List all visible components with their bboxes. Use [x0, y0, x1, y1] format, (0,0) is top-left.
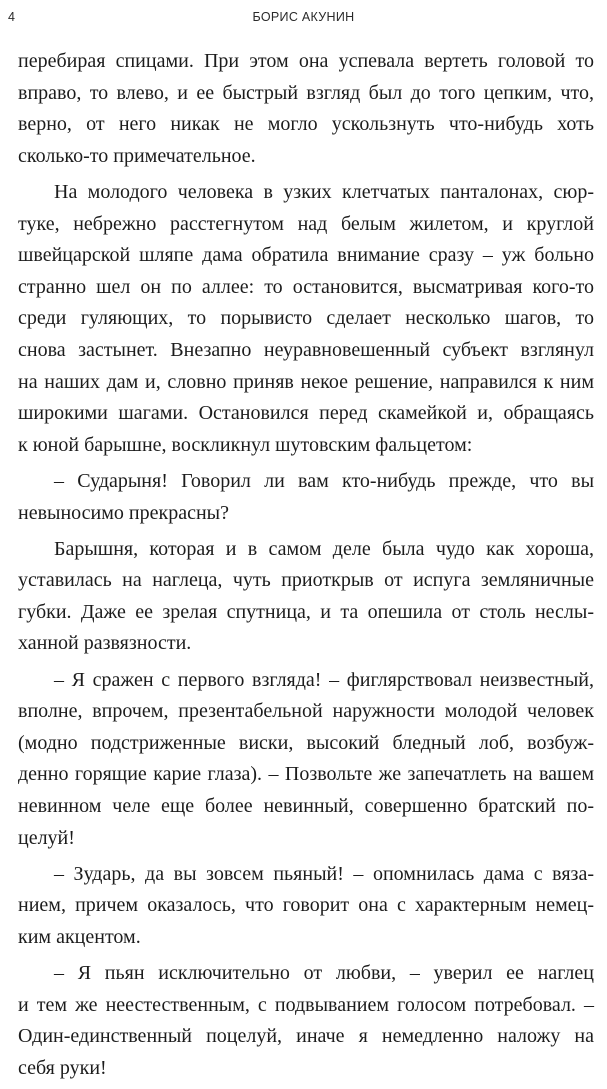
paragraph [18, 534, 594, 660]
paragraph [18, 177, 594, 461]
text-line: уставилась на наглеца, чуть приоткрыв от испуга земляничные [18, 569, 594, 592]
text-line: – Сударыня! Говорил ли вам кто-нибудь прежде, что вы [54, 469, 594, 492]
text-line: целуй! [18, 826, 75, 849]
text-line: перебирая спицами. При этом она успевала вертеть головой то [18, 50, 594, 72]
text-line: себя руки! [18, 1056, 107, 1079]
text-line: швейцарской шляпе дама обратила внимание сразу – уж больно [18, 244, 594, 267]
text-line: ханной развязности. [18, 632, 192, 655]
text-line: невинном челе еще более невинный, совершенно братский по- [18, 795, 594, 818]
text-line: Один-единственный поцелуй, иначе я немедленно наложу на [18, 1025, 594, 1048]
paragraph [18, 665, 594, 855]
text-line: – Я пьян исключительно от любви, – уверил ее наглец [54, 962, 594, 985]
page-number: 4 [8, 10, 16, 24]
running-header [0, 10, 607, 30]
text-line: губки. Даже ее зрелая спутница, и та опешила от столь неслы- [18, 600, 594, 623]
text-line: вполне, впрочем, презентабельной наружности молодой человек [18, 700, 594, 723]
text-line: нием, причем оказалось, что говорит она с характерным немец- [18, 894, 594, 917]
text-line: и тем же неестественным, с подвыванием голосом потребовал. – [18, 993, 594, 1016]
paragraph [18, 859, 594, 954]
text-line: туке, небрежно расстегнутом над белым жилетом, и круглой [18, 212, 594, 235]
paragraph [18, 958, 594, 1084]
text-line: – Зударь, да вы зовсем пьяный! – опомнилась дама с вяза- [54, 862, 594, 885]
text-line: невыносимо прекрасны? [18, 501, 229, 524]
text-line: вправо, то влево, и ее быстрый взгляд был до того цепким, что, [18, 81, 594, 104]
text-line: (модно подстриженные виски, высокий бледный лоб, возбуж- [18, 731, 594, 754]
text-line: Барышня, которая и в самом деле была чудо как хороша, [54, 537, 594, 560]
text-line: сколько-то примечательное. [18, 144, 256, 167]
body-text [18, 46, 594, 1089]
text-line: снова застынет. Внезапно неуравновешенный субъект взглянул [18, 338, 594, 361]
text-line: странно шел он по аллее: то остановится, высматривая кого-то [18, 275, 594, 298]
text-line: – Я сражен с первого взгляда! – фиглярствовал неизвестный, [54, 668, 594, 691]
paragraph [18, 46, 594, 172]
text-line: На молодого человека в узких клетчатых панталонах, сюр- [54, 180, 594, 203]
text-line: среди гуляющих, то порывисто сделает несколько шагов, то [18, 307, 594, 330]
text-line: верно, от него никак не могло ускользнуть что-нибудь хоть [18, 113, 594, 136]
text-line: на наших дам и, словно приняв некое решение, направился к ним [18, 370, 594, 393]
text-line: ким акцентом. [18, 926, 141, 948]
paragraph [18, 466, 594, 529]
text-line: денно горящие карие глаза). – Позвольте же запечатлеть на вашем [18, 763, 594, 786]
running-title: БОРИС АКУНИН [252, 10, 355, 24]
text-line: широкими шагами. Остановился перед скамейкой и, обращаясь [18, 402, 594, 425]
text-line: к юной барышне, воскликнул шутовским фальцетом: [18, 433, 473, 456]
